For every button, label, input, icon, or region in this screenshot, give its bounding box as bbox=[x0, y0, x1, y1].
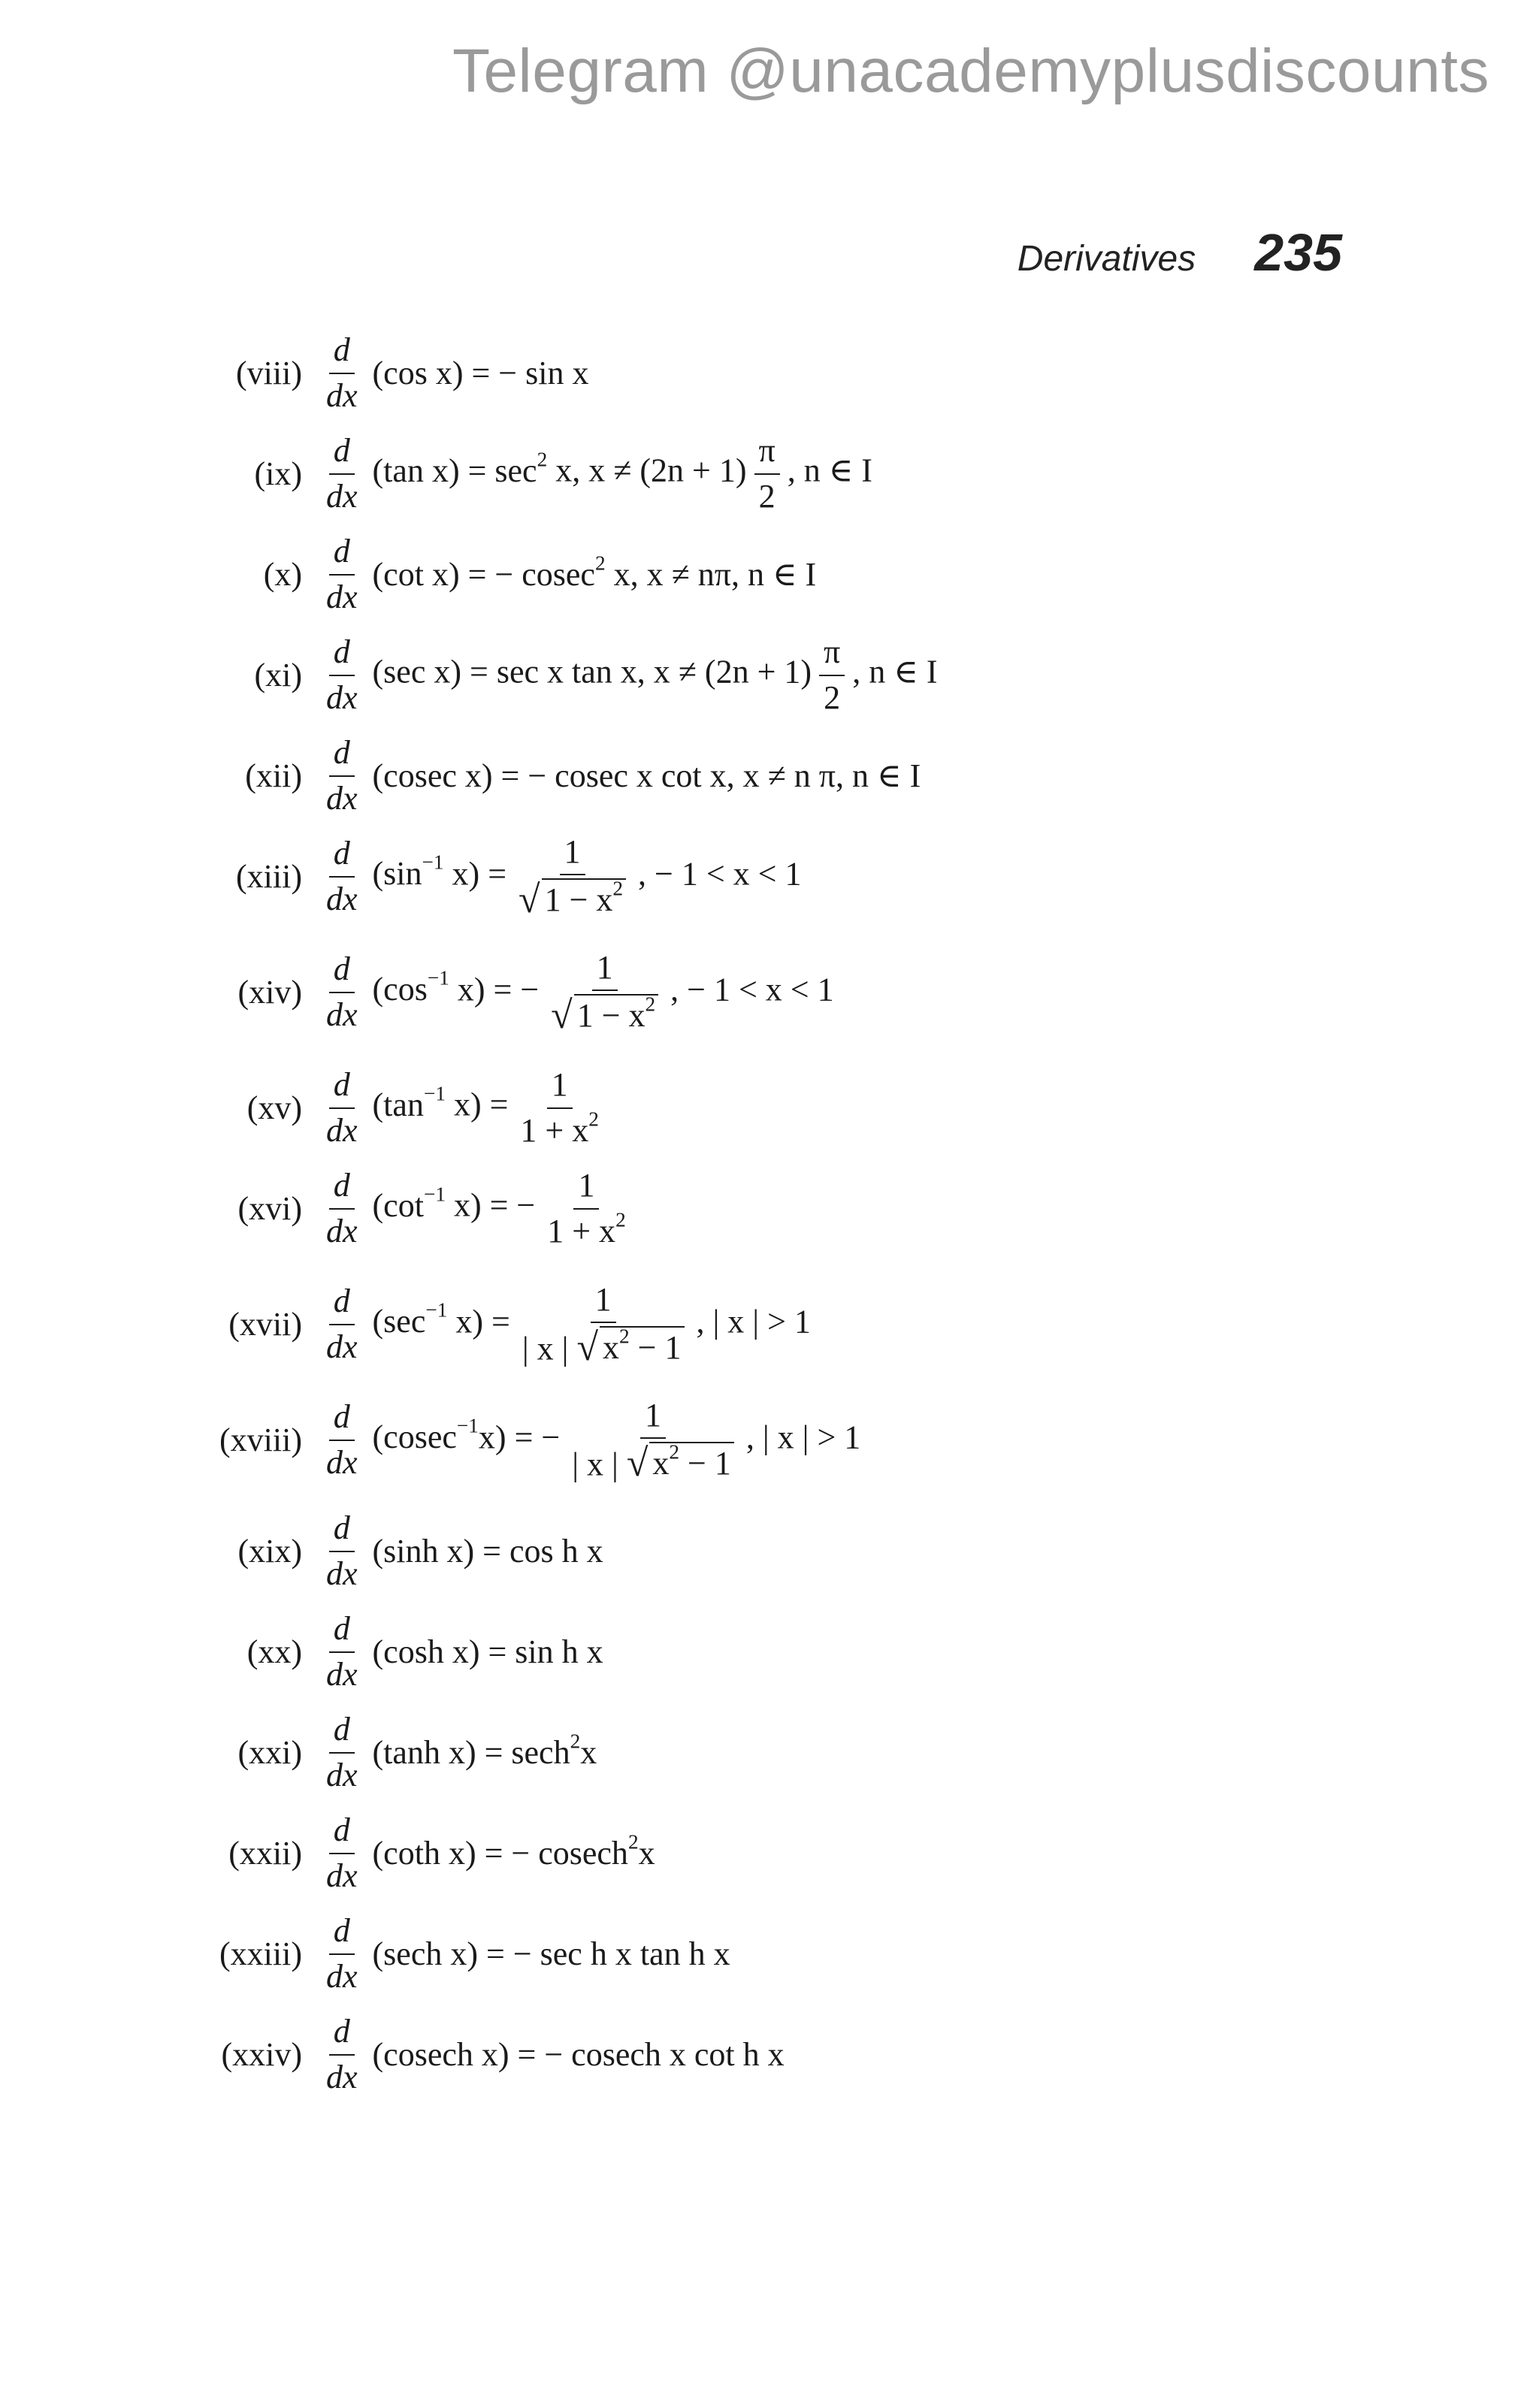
derivative-numerator: d bbox=[329, 835, 355, 878]
denominator-term-superscript: 2 bbox=[615, 1208, 626, 1231]
formula-expression bbox=[373, 1167, 638, 1250]
derivative-operator bbox=[322, 1283, 362, 1366]
derivative-denominator: dx bbox=[326, 2059, 358, 2095]
absolute-value: | x | bbox=[572, 1446, 627, 1483]
formula-number: (xvi) bbox=[237, 1189, 302, 1227]
result-fraction bbox=[543, 1167, 630, 1250]
derivative-numerator: d bbox=[329, 1912, 355, 1955]
formula-number: (xiv) bbox=[237, 973, 302, 1011]
derivative-operator bbox=[322, 432, 362, 515]
formula-number: (xvii) bbox=[228, 1305, 302, 1343]
formula-expression bbox=[373, 757, 921, 796]
radicand-term: $x^2$ bbox=[603, 1325, 630, 1367]
expression-head: (cosec$^{-1}$ bbox=[372, 1414, 479, 1456]
derivative-denominator: dx bbox=[326, 1213, 358, 1249]
derivative-denominator: dx bbox=[326, 579, 358, 615]
expression-body: x, x ≠ nπ, n ∈ I bbox=[605, 555, 817, 593]
fraction-denominator bbox=[754, 475, 780, 516]
formula-row bbox=[197, 625, 1324, 726]
derivative-numerator: d bbox=[329, 1066, 355, 1109]
expression-head-superscript: −1 bbox=[456, 1414, 479, 1437]
formula-number: (xii) bbox=[245, 757, 302, 794]
expression-head: ($\cot^{-1}$ bbox=[372, 1183, 446, 1225]
derivative-numerator: d bbox=[329, 633, 355, 676]
derivative-denominator: dx bbox=[326, 679, 358, 716]
expression-body: x) = − bbox=[445, 1187, 536, 1225]
formula-row bbox=[197, 726, 1324, 826]
square-root bbox=[627, 1442, 734, 1483]
derivative-numerator: d bbox=[329, 1610, 355, 1653]
expression-head: ($\sec^{-1}$ bbox=[372, 1298, 448, 1340]
result-fraction bbox=[567, 1397, 739, 1485]
derivative-denominator: dx bbox=[326, 478, 358, 515]
expression-head-superscript: 2 bbox=[537, 448, 548, 471]
expression-head: ($\tan^{-1}$ bbox=[372, 1082, 446, 1124]
denominator-term: 2 bbox=[758, 478, 776, 515]
expression-head: (tan $x) = \sec^2$ bbox=[372, 448, 548, 490]
formula-row bbox=[197, 1703, 1324, 1803]
expression-head-superscript: −1 bbox=[427, 966, 449, 989]
formula-number: (xxiv) bbox=[221, 2035, 302, 2073]
result-fraction bbox=[546, 949, 663, 1037]
derivative-numerator: d bbox=[329, 1711, 355, 1754]
expression-body: x bbox=[638, 1834, 655, 1872]
derivative-numerator: d bbox=[329, 1283, 355, 1325]
derivative-numerator: d bbox=[329, 432, 355, 475]
fraction-numerator: 1 bbox=[560, 833, 585, 876]
fraction-numerator: π bbox=[754, 432, 780, 475]
derivative-numerator: d bbox=[329, 331, 355, 374]
formula-row bbox=[197, 942, 1324, 1043]
fraction-numerator: 1 bbox=[573, 1167, 599, 1210]
formula-row bbox=[197, 1904, 1324, 2005]
fraction-denominator bbox=[543, 1210, 630, 1251]
derivative-operator bbox=[322, 1711, 362, 1794]
derivative-numerator: d bbox=[329, 1167, 355, 1210]
derivative-denominator: dx bbox=[326, 1555, 358, 1592]
formula-row bbox=[197, 524, 1324, 625]
radicand bbox=[574, 994, 658, 1035]
formula-number: (xi) bbox=[254, 656, 302, 693]
formula-row bbox=[197, 1602, 1324, 1703]
fraction-denominator bbox=[516, 1109, 603, 1150]
result-fraction bbox=[514, 833, 630, 921]
page-number: 235 bbox=[1254, 223, 1342, 282]
expression-head: (sec x) = sec x tan x, x ≠ (2n + 1) bbox=[372, 654, 812, 691]
expression-head: ($\cos^{-1}$ bbox=[372, 966, 449, 1008]
derivative-operator bbox=[322, 1509, 362, 1593]
derivative-operator bbox=[322, 1610, 362, 1693]
derivative-denominator: dx bbox=[326, 1958, 358, 1995]
radical-sign: √ bbox=[551, 993, 573, 1037]
derivative-denominator: dx bbox=[326, 377, 358, 414]
expression-head-superscript: 2 bbox=[570, 1730, 581, 1753]
radical-sign: √ bbox=[626, 1441, 649, 1485]
derivative-operator bbox=[322, 2013, 362, 2096]
derivative-denominator: dx bbox=[326, 780, 358, 817]
derivative-denominator: dx bbox=[326, 1757, 358, 1793]
derivative-operator bbox=[322, 734, 362, 817]
derivative-operator bbox=[322, 331, 362, 415]
derivative-numerator: d bbox=[329, 533, 355, 576]
expression-head: (sinh x) = cos h x bbox=[372, 1532, 603, 1570]
derivative-operator bbox=[322, 950, 362, 1034]
expression-head: (coth x) = − cosech$^2$ bbox=[372, 1830, 639, 1872]
radicand bbox=[542, 878, 626, 920]
denominator-term-superscript: 2 bbox=[588, 1107, 599, 1131]
derivative-operator bbox=[322, 633, 362, 717]
fraction-numerator: π bbox=[819, 633, 845, 676]
fraction-denominator bbox=[567, 1439, 739, 1484]
formula-expression bbox=[373, 949, 834, 1037]
derivative-operator bbox=[322, 1398, 362, 1482]
formula-row bbox=[197, 1159, 1324, 1259]
formula-expression bbox=[373, 2036, 785, 2074]
radicand-term-superscript: 2 bbox=[619, 1325, 630, 1348]
formula-expression bbox=[373, 1533, 603, 1571]
radical-sign: √ bbox=[576, 1325, 599, 1369]
formula-number: (xv) bbox=[246, 1089, 302, 1126]
formula-row bbox=[197, 1058, 1324, 1159]
formula-row bbox=[197, 1390, 1324, 1491]
formula-number: (xxi) bbox=[237, 1733, 302, 1771]
expression-head-superscript: −1 bbox=[423, 1082, 446, 1105]
formula-expression bbox=[373, 1633, 603, 1672]
expression-head-superscript: −1 bbox=[423, 1183, 446, 1206]
formula-row bbox=[197, 424, 1324, 524]
radicand: $x^2 - 1$ bbox=[600, 1326, 684, 1367]
formula-list bbox=[197, 323, 1324, 2105]
derivative-denominator: dx bbox=[326, 1328, 358, 1365]
expression-head: (cos x) = − sin x bbox=[372, 354, 589, 391]
expression-head: (cosh x) = sin h x bbox=[372, 1633, 603, 1670]
derivative-numerator: d bbox=[329, 1398, 355, 1441]
formula-expression bbox=[373, 1935, 730, 1974]
formula-expression bbox=[373, 633, 938, 717]
radicand-term-superscript: 2 bbox=[669, 1440, 680, 1464]
derivative-operator bbox=[322, 1066, 362, 1150]
expression-head-superscript: −1 bbox=[422, 851, 444, 874]
expression-head: ($\sin^{-1}$ bbox=[372, 851, 444, 893]
fraction-denominator bbox=[514, 875, 630, 920]
expression-head: (tanh x) = sech$^2$ bbox=[372, 1730, 581, 1771]
expression-body: x) = bbox=[443, 855, 507, 893]
expression-head: (cosec x) = − cosec x cot x, x ≠ n π, n ∈ I bbox=[372, 757, 921, 794]
radicand-term-superscript: 2 bbox=[645, 993, 656, 1016]
radicand: $x^2 - 1$ bbox=[649, 1442, 733, 1483]
formula-expression bbox=[373, 1066, 611, 1150]
fraction-numerator: 1 bbox=[592, 949, 618, 992]
fraction-numerator: 1 bbox=[547, 1066, 573, 1109]
expression-body: x) = bbox=[447, 1303, 510, 1340]
radicand-term-superscript: 2 bbox=[612, 877, 624, 900]
expression-head-superscript: −1 bbox=[425, 1298, 448, 1322]
derivative-operator bbox=[322, 533, 362, 616]
denominator-term: $1 + x^2$ bbox=[520, 1107, 599, 1149]
derivative-denominator: dx bbox=[326, 1857, 358, 1894]
formula-number: (xix) bbox=[237, 1532, 302, 1570]
expression-condition: , | x | > 1 bbox=[696, 1303, 811, 1340]
fraction-denominator bbox=[546, 991, 663, 1036]
formula-number: (xxii) bbox=[228, 1834, 302, 1872]
formula-expression bbox=[372, 551, 817, 594]
watermark-text: Telegram @unacademyplusdiscounts bbox=[452, 37, 1489, 105]
derivative-numerator: d bbox=[329, 950, 355, 993]
result-fraction bbox=[516, 1066, 603, 1150]
derivative-operator bbox=[322, 1912, 362, 1996]
derivative-denominator: dx bbox=[326, 1444, 358, 1481]
derivative-operator bbox=[322, 1167, 362, 1250]
formula-row bbox=[197, 323, 1324, 424]
expression-head: (cot x) = − cosec$^2$ bbox=[372, 551, 606, 593]
formula-expression bbox=[373, 833, 802, 921]
expression-condition: , | x | > 1 bbox=[745, 1419, 861, 1456]
formula-number: (xx) bbox=[246, 1633, 302, 1670]
derivative-numerator: d bbox=[329, 1811, 355, 1854]
fraction-denominator bbox=[518, 1323, 689, 1368]
formula-number: (viii) bbox=[236, 354, 302, 391]
square-root bbox=[576, 1326, 684, 1367]
derivative-numerator: d bbox=[329, 734, 355, 777]
derivative-denominator: dx bbox=[326, 1112, 358, 1149]
derivative-operator bbox=[322, 835, 362, 918]
expression-condition: , n ∈ I bbox=[787, 452, 872, 490]
radicand-term: $1 - x^2$ bbox=[544, 877, 624, 919]
expression-head-superscript: 2 bbox=[594, 551, 606, 575]
expression-head: (cosech x) = − cosech x cot h x bbox=[372, 2035, 785, 2073]
expression-head: (sech x) = − sec h x tan h x bbox=[372, 1935, 730, 1972]
derivative-denominator: dx bbox=[326, 881, 358, 917]
fraction-numerator: 1 bbox=[640, 1397, 666, 1440]
denominator-term: $1 + x^2$ bbox=[547, 1208, 626, 1249]
absolute-value: | x | bbox=[522, 1330, 577, 1367]
fraction-denominator bbox=[819, 676, 845, 718]
derivative-denominator: dx bbox=[326, 1656, 358, 1693]
formula-expression bbox=[373, 1281, 811, 1369]
formula-expression bbox=[372, 1730, 597, 1772]
radical-sign: √ bbox=[519, 878, 540, 921]
chapter-title: Derivatives bbox=[1017, 239, 1196, 279]
formula-number: (ix) bbox=[254, 455, 302, 492]
formula-row bbox=[197, 1274, 1324, 1375]
formula-row bbox=[197, 2005, 1324, 2105]
formula-number: (xiii) bbox=[236, 857, 302, 895]
result-fraction bbox=[754, 432, 780, 515]
denominator-term: 2 bbox=[824, 679, 841, 716]
expression-body: x) = − bbox=[478, 1419, 561, 1456]
expression-body: x bbox=[580, 1733, 597, 1771]
formula-expression bbox=[373, 1397, 861, 1485]
running-head bbox=[1017, 222, 1342, 282]
derivative-operator bbox=[322, 1811, 362, 1895]
formula-expression bbox=[373, 432, 872, 515]
expression-body: x) = − bbox=[449, 971, 540, 1008]
formula-number: (xviii) bbox=[219, 1421, 302, 1458]
expression-condition: , − 1 < x < 1 bbox=[670, 971, 834, 1008]
formula-row bbox=[197, 1501, 1324, 1602]
expression-condition: , n ∈ I bbox=[852, 654, 938, 691]
square-root bbox=[519, 878, 626, 920]
result-fraction bbox=[819, 633, 845, 717]
derivative-numerator: d bbox=[329, 1509, 355, 1552]
formula-number: (xxiii) bbox=[219, 1935, 302, 1972]
square-root bbox=[551, 994, 658, 1035]
result-fraction bbox=[518, 1281, 689, 1369]
formula-number: (x) bbox=[263, 555, 302, 593]
derivative-numerator: d bbox=[329, 2013, 355, 2056]
radicand-term: $x^2$ bbox=[652, 1440, 680, 1482]
radicand-term: $1 - x^2$ bbox=[576, 993, 656, 1035]
formula-row bbox=[197, 826, 1324, 927]
expression-condition: , − 1 < x < 1 bbox=[638, 855, 802, 893]
derivative-denominator: dx bbox=[326, 996, 358, 1033]
formula-expression bbox=[373, 355, 589, 393]
expression-body: x) = bbox=[445, 1086, 509, 1124]
expression-body: x, x ≠ (2n + 1) bbox=[547, 452, 747, 490]
expression-head-superscript: 2 bbox=[627, 1830, 639, 1854]
formula-expression bbox=[372, 1830, 655, 1873]
formula-row bbox=[197, 1803, 1324, 1904]
fraction-numerator: 1 bbox=[591, 1281, 616, 1324]
